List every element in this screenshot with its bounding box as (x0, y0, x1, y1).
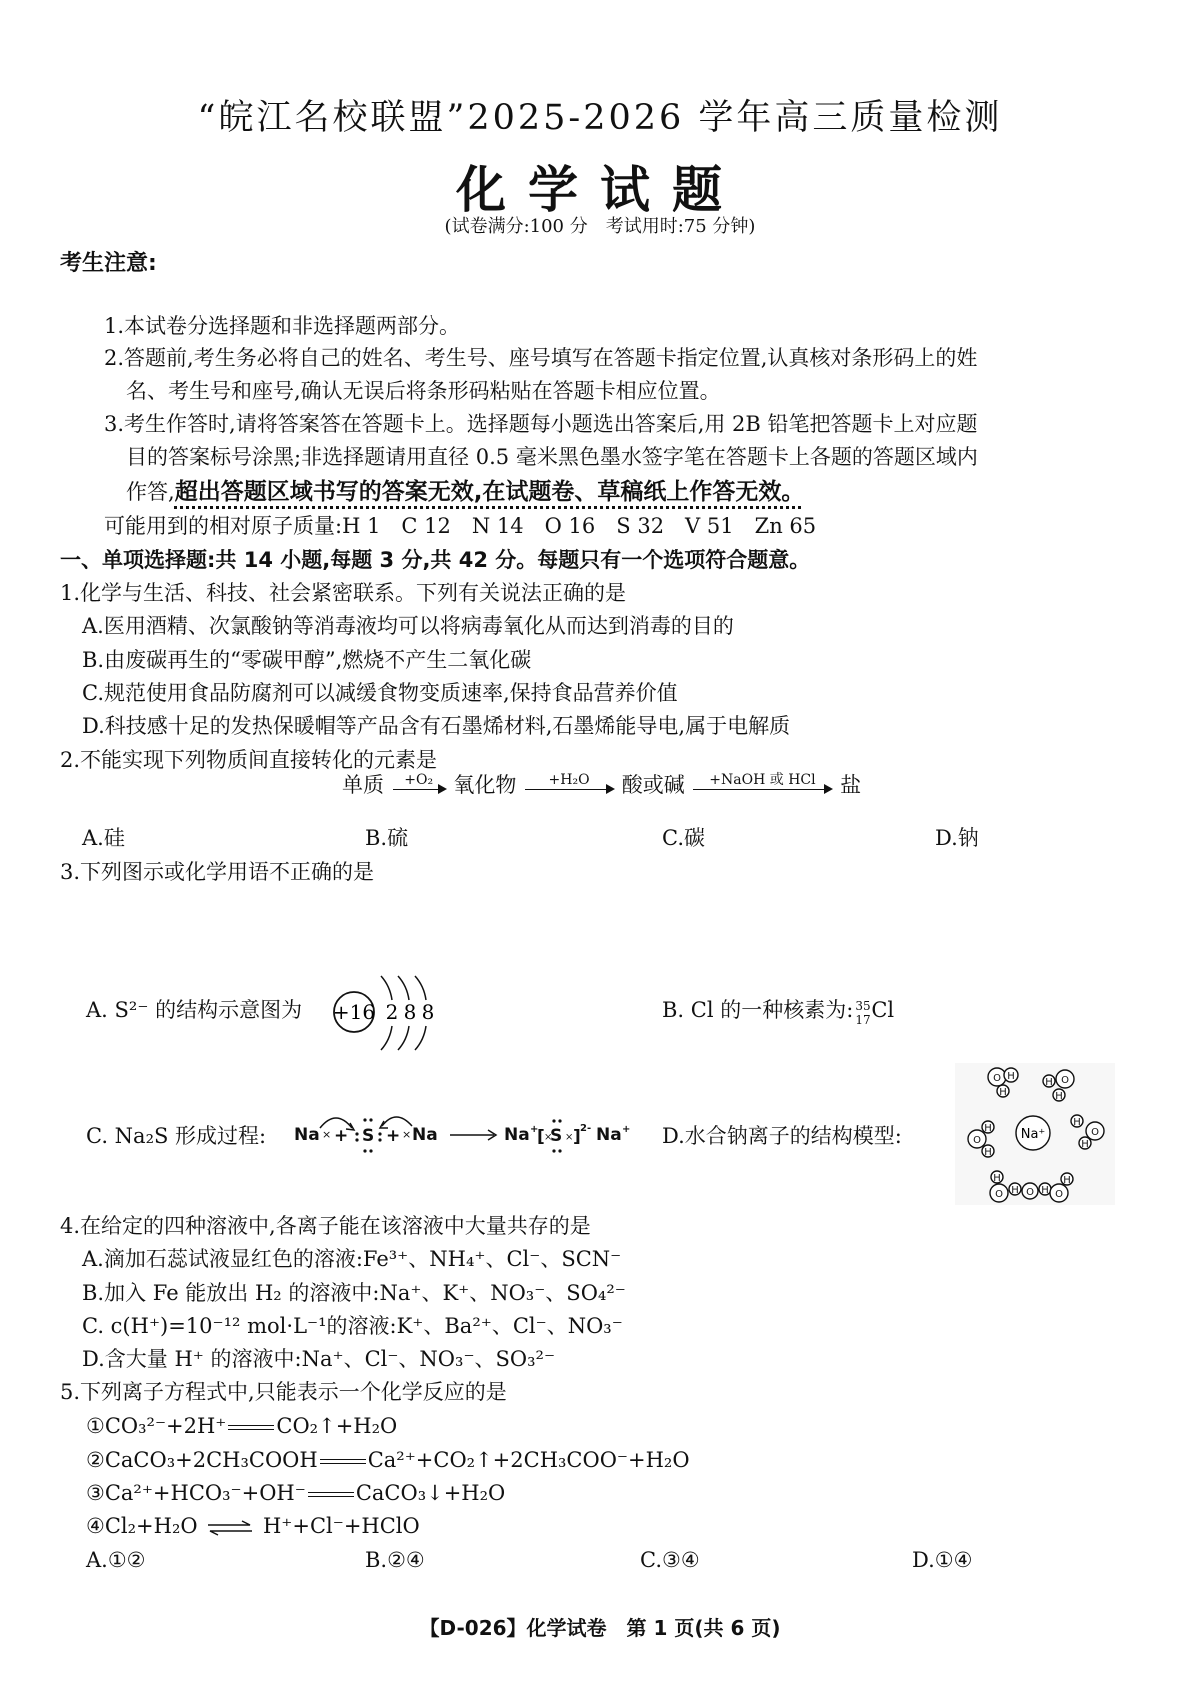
q5-option-b: B.②④ (365, 1548, 425, 1572)
q2-stem: 2.不能实现下列物质间直接转化的元素是 (60, 748, 438, 772)
notice-warning: 超出答题区域书写的答案无效,在试题卷、草稿纸上作答无效。 (174, 479, 805, 505)
q1-option-b: B.由废碳再生的“零碳甲醇”,燃烧不产生二氧化碳 (82, 648, 532, 672)
q4-option-d: D.含大量 H⁺ 的溶液中:Na⁺、Cl⁻、NO₃⁻、SO₃²⁻ (82, 1347, 556, 1371)
q3-option-b (662, 995, 913, 1025)
q1-option-d: D.科技感十足的发热保暖帽等产品含有石墨烯材料,石墨烯能导电,属于电解质 (82, 714, 791, 738)
svg-text:H: H (1055, 1091, 1063, 1102)
mass-number: 35 (855, 999, 871, 1013)
q2-option-a: A.硅 (82, 826, 125, 850)
svg-text:]: ] (573, 1127, 581, 1147)
svg-text:×: × (402, 1128, 412, 1141)
q5-option-d: D.①④ (912, 1548, 973, 1572)
notice-item-2b: 名、考生号和座号,确认无误后将条形码粘贴在答题卡相应位置。 (126, 379, 721, 403)
q4-option-a: A.滴加石蕊试液显红色的溶液:Fe³⁺、NH₄⁺、Cl⁻、SCN⁻ (82, 1247, 622, 1271)
shell-2-count: 8 (403, 1000, 417, 1024)
svg-text:S: S (550, 1126, 563, 1146)
atomic-number: 17 (855, 1013, 871, 1027)
svg-text:H: H (1011, 1185, 1019, 1196)
q1-option-c: C.规范使用食品防腐剂可以减缓食物变质速率,保持食品营养价值 (82, 681, 678, 705)
svg-text:O: O (973, 1135, 981, 1146)
svg-text:O: O (1055, 1189, 1063, 1200)
svg-text:O: O (1061, 1075, 1069, 1086)
exam-info: (试卷满分:100 分 考试用时:75 分钟) (444, 216, 756, 237)
svg-text:+: + (622, 1124, 631, 1135)
q2-option-c: C.碳 (662, 826, 705, 850)
equals-sign (320, 1456, 366, 1467)
notice-item-3c-prefix: 作答, (126, 480, 175, 504)
q5-equation-3: ③Ca²⁺+HCO₃⁻+OH⁻ CaCO₃↓+H₂O (86, 1481, 506, 1505)
svg-text:[: [ (537, 1127, 545, 1147)
notice-item-2a: 2.答题前,考生务必将自己的姓名、考生号、座号填写在答题卡指定位置,认真核对条形码上的姓 (104, 346, 978, 370)
svg-text:Na: Na (596, 1125, 622, 1145)
atomic-masses: 可能用到的相对原子质量:H 1 C 12 N 14 O 16 S 32 V 51 Zn 65 (104, 514, 817, 538)
q4-option-b: B.加入 Fe 能放出 H₂ 的溶液中:Na⁺、K⁺、NO₃⁻、SO₄²⁻ (82, 1281, 626, 1305)
section-heading: 一、单项选择题:共 14 小题,每题 3 分,共 42 分。每题只有一个选项符合题意。 (60, 548, 811, 572)
element-symbol: Cl (871, 998, 895, 1022)
svg-text:×: × (322, 1128, 332, 1141)
svg-text:O: O (993, 1073, 1001, 1084)
svg-text:+: + (334, 1126, 349, 1146)
chain-acid-base: 酸或碱 (621, 773, 685, 797)
q1-stem: 1.化学与生活、科技、社会紧密联系。下列有关说法正确的是 (60, 581, 627, 605)
q2-option-d: D.钠 (935, 826, 979, 850)
q5-option-c: C.③④ (640, 1548, 700, 1572)
arrow-water: +H₂O (525, 772, 613, 790)
notice-item-3b: 目的答案标号涂黑;非选择题请用直径 0.5 毫米黑色墨水签字笔在答题卡上各题的答题区域内 (126, 445, 978, 469)
sulfide-structure-diagram (332, 970, 450, 1054)
svg-text:Na: Na (294, 1125, 320, 1145)
exam-title: “皖江名校联盟”2025-2026 学年高三质量检测 (197, 98, 1003, 138)
q2-option-b: B.硫 (365, 826, 409, 850)
svg-text:Na: Na (504, 1125, 530, 1145)
svg-text:H: H (993, 1173, 1001, 1184)
q4-stem: 4.在给定的四种溶液中,各离子能在该溶液中大量共存的是 (60, 1214, 591, 1238)
svg-text:+: + (530, 1124, 539, 1135)
q3-stem: 3.下列图示或化学用语不正确的是 (60, 860, 375, 884)
svg-text:O: O (1026, 1187, 1034, 1198)
svg-text:H: H (1045, 1077, 1053, 1088)
shell-1-count: 2 (385, 1000, 399, 1024)
svg-text:H: H (984, 1147, 992, 1158)
q3-option-b-text: B. Cl 的一种核素为: (662, 998, 854, 1022)
q3-option-a: A. S²⁻ 的结构示意图为 (86, 998, 303, 1022)
q5-equation-2: ②CaCO₃+2CH₃COOH Ca²⁺+CO₂↑+2CH₃COO⁻+H₂O (86, 1448, 690, 1472)
q5-equation-4: ④Cl₂+H₂O H⁺+Cl⁻+HClO (86, 1514, 420, 1538)
q1-option-a: A.医用酒精、次氯酸钠等消毒液均可以将病毒氧化从而达到消毒的目的 (82, 614, 734, 638)
svg-text:S: S (362, 1126, 375, 1146)
svg-text:H: H (1041, 1185, 1049, 1196)
svg-text:H: H (1007, 1071, 1015, 1082)
svg-text:+: + (386, 1126, 401, 1146)
nuclide-notation (853, 995, 913, 1025)
nucleus-charge: +16 (332, 1000, 376, 1024)
subject-title: 化学试题 (456, 160, 744, 219)
svg-text:H: H (1063, 1175, 1071, 1186)
chain-elemental: 单质 (342, 773, 384, 797)
svg-text:O: O (1091, 1127, 1099, 1138)
svg-text:Na: Na (412, 1125, 438, 1145)
svg-text:2-: 2- (580, 1123, 592, 1134)
svg-text:H: H (999, 1087, 1007, 1098)
q5-option-a: A.①② (86, 1548, 146, 1572)
equals-sign (228, 1422, 274, 1433)
hydrated-sodium-ion-model (955, 1063, 1115, 1205)
arrow-oxygen: +O₂ (393, 772, 445, 790)
sodium-ion-label: Na⁺ (1020, 1127, 1046, 1142)
chain-salt: 盐 (840, 773, 862, 797)
notice-item-3a: 3.考生作答时,请将答案答在答题卡上。选择题每小题选出答案后,用 2B 铅笔把答题卡上对应题 (104, 412, 978, 436)
q3-option-c: C. Na₂S 形成过程: (86, 1124, 267, 1148)
svg-text:H: H (1073, 1117, 1081, 1128)
svg-text:H: H (1081, 1139, 1089, 1150)
shell-3-count: 8 (421, 1000, 435, 1024)
reversible-arrow (206, 1521, 254, 1535)
svg-text:O: O (995, 1189, 1003, 1200)
na2s-formation-diagram (292, 1104, 631, 1160)
notice-item-1: 1.本试卷分选择题和非选择题两部分。 (104, 314, 461, 338)
notice-item-3c (126, 477, 804, 507)
arrow-naoh-hcl: +NaOH 或 HCl (693, 772, 831, 790)
svg-text:H: H (984, 1123, 992, 1134)
q3-option-d: D.水合钠离子的结构模型: (662, 1124, 902, 1148)
page-footer: 【D-026】化学试卷 第 1 页(共 6 页) (419, 1616, 781, 1640)
q5-stem: 5.下列离子方程式中,只能表示一个化学反应的是 (60, 1380, 507, 1404)
svg-text:×: × (565, 1132, 574, 1143)
q4-option-c: C. c(H⁺)=10⁻¹² mol·L⁻¹的溶液:K⁺、Ba²⁺、Cl⁻、NO₃⁻ (82, 1314, 623, 1338)
svg-text:×: × (544, 1132, 553, 1143)
q5-equation-1: ①CO₃²⁻+2H⁺ CO₂↑+H₂O (86, 1414, 398, 1438)
q2-conversion-chain (342, 770, 861, 820)
chain-oxide: 氧化物 (453, 773, 517, 797)
notice-heading: 考生注意: (60, 251, 157, 276)
equals-sign (308, 1489, 354, 1500)
